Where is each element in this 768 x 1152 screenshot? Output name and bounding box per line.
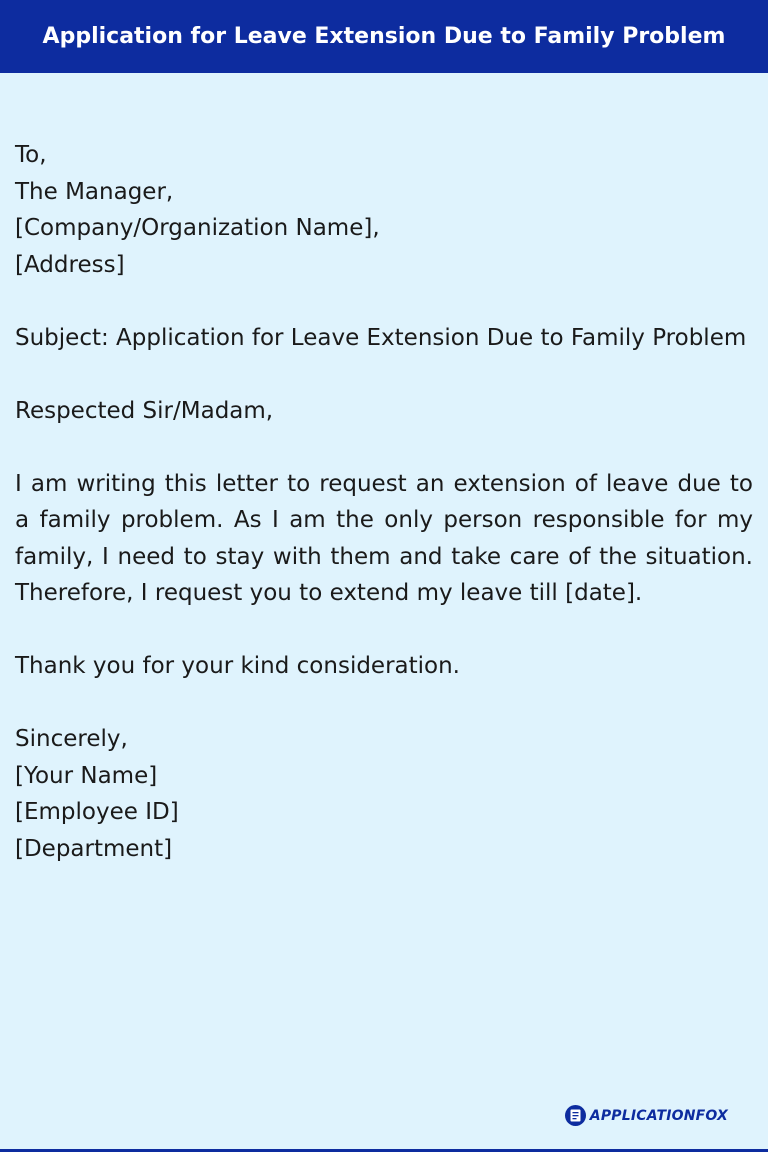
- document-icon: [565, 1105, 586, 1126]
- closing-block: [15, 721, 753, 867]
- recipient-line: The Manager,: [15, 178, 174, 205]
- recipient-line: [Company/Organization Name],: [15, 215, 380, 241]
- closing-line: [Department]: [15, 835, 173, 862]
- thanks-line: Thank you for your kind consideration.: [15, 653, 460, 679]
- salutation: Respected Sir/Madam,: [15, 397, 274, 424]
- body-paragraph: I am writing this letter to request an extension of leave due to a family problem. As I am the only person responsible for my family, I need to stay with them and take care of the situation. Therefore, I request you to extend my leave till [date].: [15, 470, 753, 606]
- page-header: [0, 0, 768, 73]
- recipient-line: [Address]: [15, 251, 125, 278]
- letter-body: [15, 137, 753, 867]
- subject-line: Subject: Application for Leave Extension Due to Family Problem: [15, 324, 747, 351]
- brand-logo: [565, 1105, 728, 1126]
- closing-line: [Employee ID]: [15, 799, 179, 825]
- recipient-block: [15, 137, 753, 283]
- closing-line: [Your Name]: [15, 762, 158, 789]
- closing-line: Sincerely,: [15, 726, 128, 752]
- page-title: Application for Leave Extension Due to Family Problem: [42, 24, 726, 49]
- recipient-line: To,: [15, 142, 47, 168]
- brand-name: APPLICATIONFOX: [589, 1107, 728, 1124]
